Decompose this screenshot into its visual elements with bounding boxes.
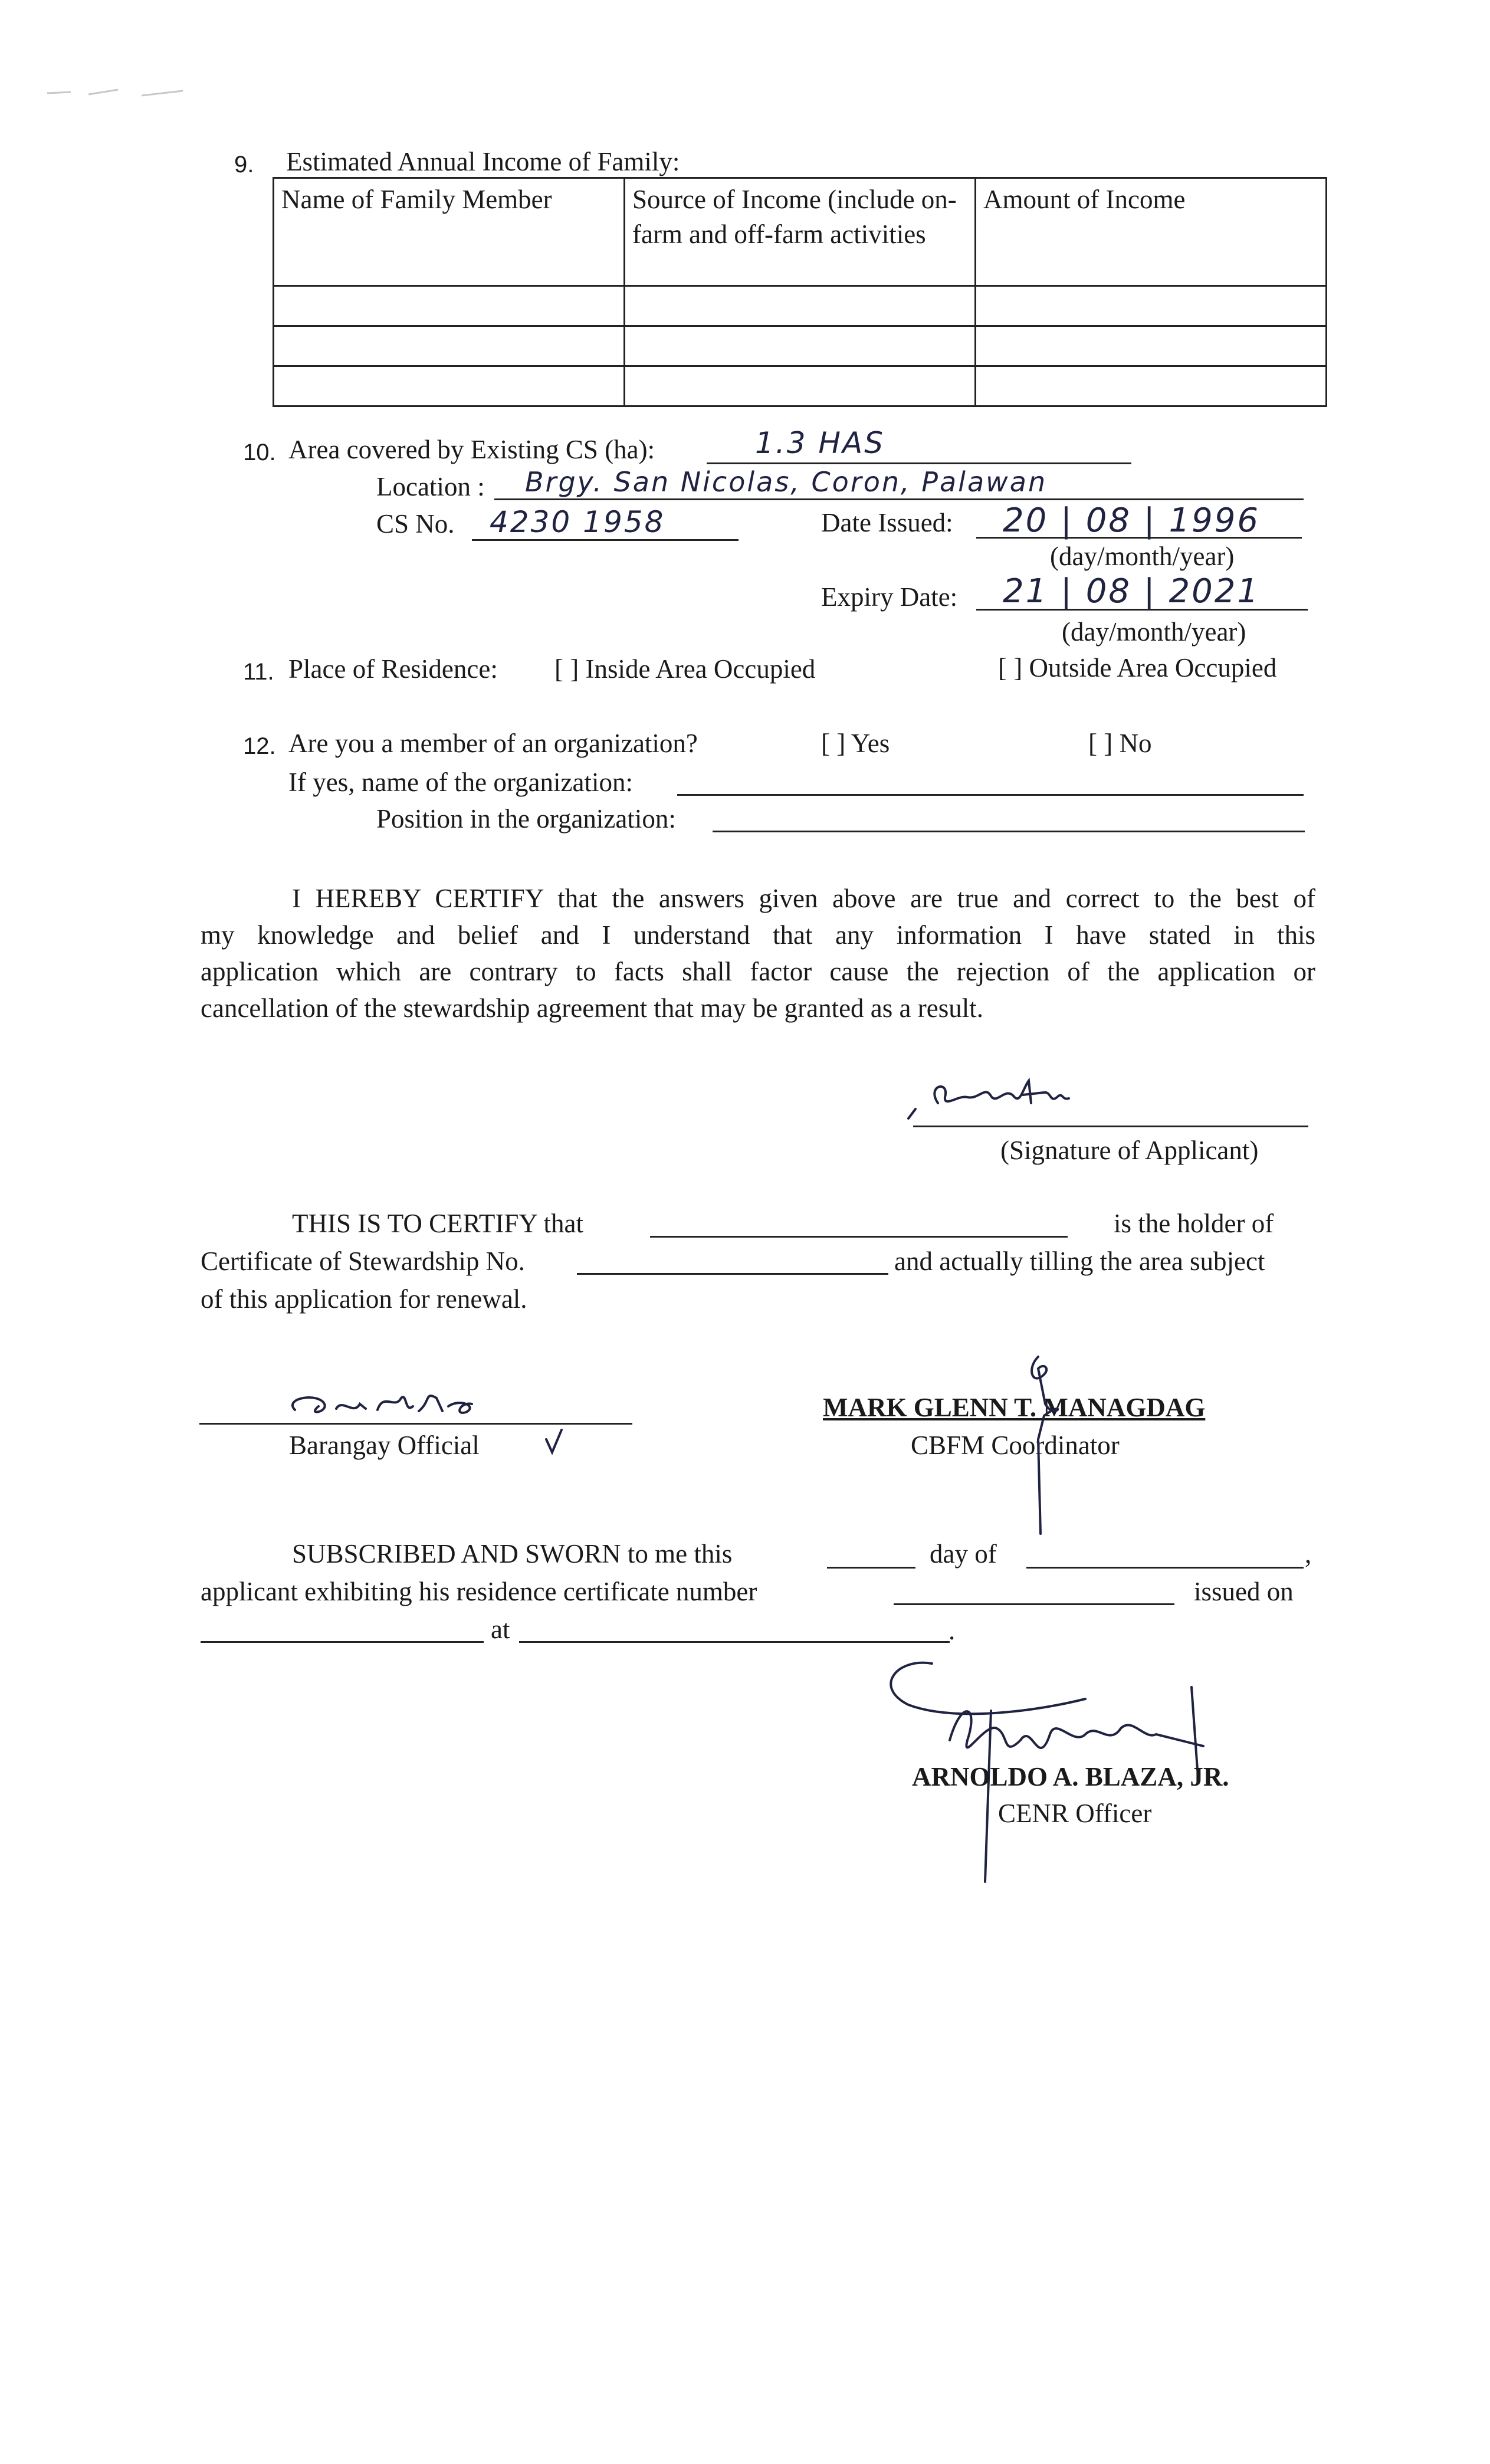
position-label: Position in the organization: bbox=[376, 804, 676, 834]
expiry-label: Expiry Date: bbox=[821, 582, 958, 612]
residence-certificate-line[interactable] bbox=[894, 1603, 1174, 1605]
sworn-day-line[interactable] bbox=[827, 1567, 915, 1569]
scan-marks bbox=[47, 83, 201, 100]
header-family-member: Name of Family Member bbox=[274, 178, 625, 286]
table-cell[interactable] bbox=[976, 286, 1327, 326]
checkmark-icon bbox=[544, 1428, 567, 1457]
org-name-label: If yes, name of the organization: bbox=[288, 767, 633, 797]
holder-cert-text-5: of this application for renewal. bbox=[201, 1284, 527, 1314]
sworn-text-6: at bbox=[491, 1615, 510, 1644]
inside-area-checkbox[interactable]: [ ] Inside Area Occupied bbox=[554, 654, 816, 684]
certification-line-1: I HEREBY CERTIFY that the answers given above are true and correct to the best of bbox=[292, 884, 1315, 913]
table-cell[interactable] bbox=[274, 326, 625, 366]
table-cell[interactable] bbox=[624, 366, 975, 406]
org-name-line[interactable] bbox=[677, 794, 1304, 796]
cbfm-coordinator-signature bbox=[1003, 1351, 1074, 1540]
table-cell[interactable] bbox=[274, 286, 625, 326]
holder-cert-text-4: and actually tilling the area subject bbox=[894, 1246, 1265, 1276]
cbfm-coordinator-name: MARK GLENN T. MANAGDAG bbox=[823, 1393, 1206, 1422]
cs-no-label: CS No. bbox=[376, 509, 455, 539]
holder-name-line[interactable] bbox=[650, 1236, 1068, 1238]
income-table bbox=[273, 177, 1327, 407]
cenr-officer-title: CENR Officer bbox=[998, 1799, 1152, 1828]
sworn-text-5: issued on bbox=[1194, 1577, 1294, 1606]
sworn-month-line[interactable] bbox=[1026, 1567, 1304, 1569]
issued-at-line[interactable] bbox=[519, 1641, 950, 1643]
applicant-signature-line[interactable] bbox=[913, 1126, 1308, 1127]
yes-checkbox[interactable]: [ ] Yes bbox=[821, 729, 890, 758]
table-cell[interactable] bbox=[976, 326, 1327, 366]
applicant-signature-label: (Signature of Applicant) bbox=[1000, 1136, 1259, 1165]
expiry-value[interactable]: 21 | 08 | 2021 bbox=[1003, 572, 1260, 611]
sworn-text-1: SUBSCRIBED AND SWORN to me this bbox=[292, 1539, 733, 1569]
date-issued-hint: (day/month/year) bbox=[1050, 542, 1235, 571]
section-11-number: 11. bbox=[243, 659, 274, 685]
cs-no-value[interactable]: 4230 1958 bbox=[490, 505, 665, 539]
header-amount-of-income: Amount of Income bbox=[976, 178, 1327, 286]
certification-paragraph bbox=[201, 880, 1315, 1026]
outside-area-checkbox[interactable]: [ ] Outside Area Occupied bbox=[998, 653, 1277, 683]
sworn-text-2: day of bbox=[930, 1539, 997, 1569]
certification-line-4: cancellation of the stewardship agreement that may be granted as a result. bbox=[201, 993, 983, 1023]
holder-cert-text-3: Certificate of Stewardship No. bbox=[201, 1246, 525, 1276]
certification-line-2: my knowledge and belief and I understand that any information I have stated in this bbox=[201, 920, 1315, 950]
cs-no-line bbox=[472, 539, 739, 541]
date-issued-value[interactable]: 20 | 08 | 1996 bbox=[1003, 501, 1260, 540]
sworn-text-3: , bbox=[1305, 1539, 1312, 1569]
sworn-text-4: applicant exhibiting his residence certificate number bbox=[201, 1577, 757, 1606]
location-line bbox=[494, 498, 1304, 500]
section-10-number: 10. bbox=[243, 439, 276, 465]
position-line[interactable] bbox=[713, 831, 1305, 832]
table-cell[interactable] bbox=[976, 366, 1327, 406]
area-line bbox=[707, 462, 1131, 464]
expiry-hint: (day/month/year) bbox=[1062, 617, 1246, 647]
cenr-officer-name: ARNOLDO A. BLAZA, JR. bbox=[912, 1762, 1229, 1792]
section-9-number: 9. bbox=[234, 152, 254, 178]
cbfm-coordinator-title: CBFM Coordinator bbox=[911, 1431, 1120, 1460]
area-value[interactable]: 1.3 HAS bbox=[755, 426, 885, 460]
issued-on-line[interactable] bbox=[201, 1641, 484, 1643]
holder-cert-text-1: THIS IS TO CERTIFY that bbox=[292, 1209, 583, 1238]
table-row bbox=[274, 366, 1327, 406]
cenr-officer-signature bbox=[861, 1652, 1227, 1864]
no-checkbox[interactable]: [ ] No bbox=[1088, 729, 1152, 758]
residence-label: Place of Residence: bbox=[288, 654, 498, 684]
table-row bbox=[274, 326, 1327, 366]
organization-question: Are you a member of an organization? bbox=[288, 729, 698, 758]
barangay-official-signature bbox=[283, 1380, 519, 1428]
certificate-number-line[interactable] bbox=[577, 1273, 888, 1275]
location-label: Location : bbox=[376, 472, 485, 501]
header-source-of-income: Source of Income (include on-farm and off-farm activities bbox=[624, 178, 975, 286]
area-label: Area covered by Existing CS (ha): bbox=[288, 435, 655, 464]
income-table-header-row bbox=[274, 178, 1327, 286]
table-row bbox=[274, 286, 1327, 326]
certification-line-3: application which are contrary to facts shall factor cause the rejection of the application or bbox=[201, 957, 1315, 986]
table-cell[interactable] bbox=[624, 326, 975, 366]
section-12-number: 12. bbox=[243, 733, 276, 759]
section-9-title: Estimated Annual Income of Family: bbox=[286, 147, 680, 176]
applicant-signature bbox=[902, 1062, 1115, 1127]
date-issued-label: Date Issued: bbox=[821, 508, 953, 537]
location-value[interactable]: Brgy. San Nicolas, Coron, Palawan bbox=[525, 466, 1048, 498]
barangay-official-line[interactable] bbox=[199, 1423, 632, 1425]
holder-cert-text-2: is the holder of bbox=[1114, 1209, 1274, 1238]
barangay-official-label: Barangay Official bbox=[289, 1431, 480, 1460]
table-cell[interactable] bbox=[624, 286, 975, 326]
sworn-text-7: . bbox=[949, 1616, 956, 1645]
table-cell[interactable] bbox=[274, 366, 625, 406]
